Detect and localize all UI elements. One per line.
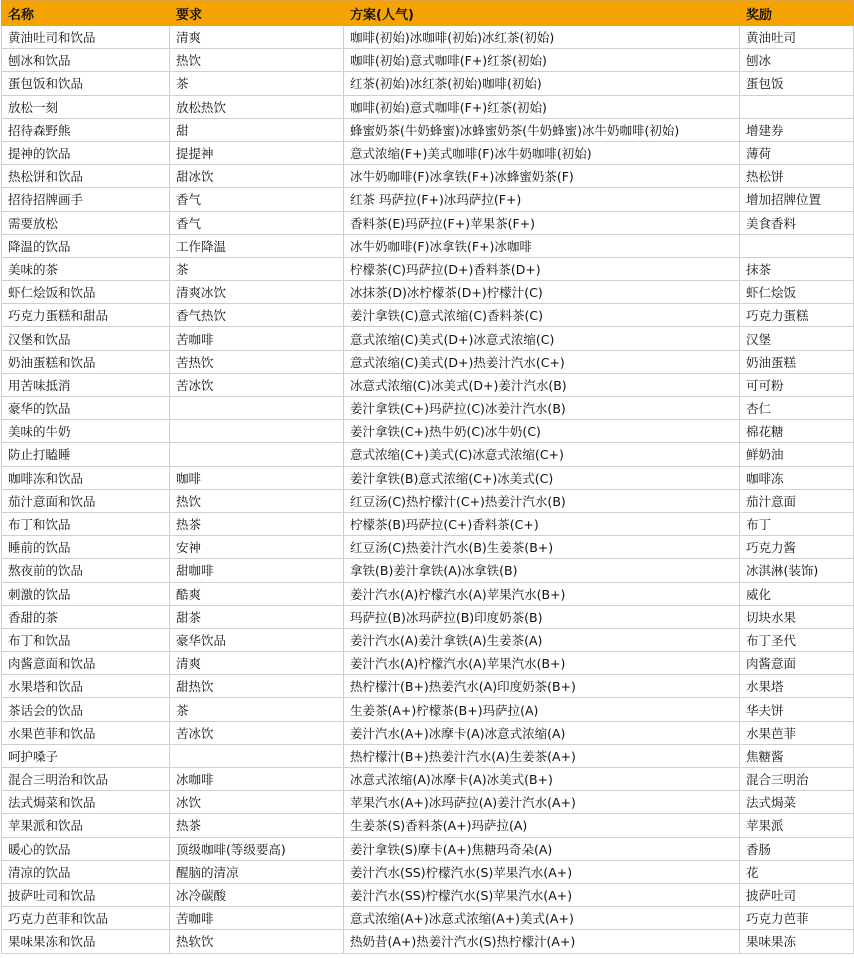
cell-name[interactable]: 清凉的饮品 — [2, 860, 170, 883]
cell-requirement[interactable]: 苦冰饮 — [170, 373, 344, 396]
cell-reward[interactable]: 冰淇淋(装饰) — [740, 559, 854, 582]
cell-name[interactable]: 热松饼和饮品 — [2, 165, 170, 188]
cell-recipe[interactable]: 生姜茶(S)香料茶(A+)玛萨拉(A) — [344, 814, 740, 837]
cell-recipe[interactable]: 姜汁汽水(A)姜汁拿铁(A)生姜茶(A) — [344, 628, 740, 651]
cell-reward[interactable]: 巧克力酱 — [740, 536, 854, 559]
cell-name[interactable]: 苹果派和饮品 — [2, 814, 170, 837]
cell-requirement[interactable]: 甜热饮 — [170, 675, 344, 698]
cell-requirement[interactable]: 酷爽 — [170, 582, 344, 605]
cell-reward[interactable] — [740, 234, 854, 257]
cell-name[interactable]: 招待森野熊 — [2, 118, 170, 141]
cell-reward[interactable]: 华夫饼 — [740, 698, 854, 721]
cell-recipe[interactable]: 咖啡(初始)冰咖啡(初始)冰红茶(初始) — [344, 26, 740, 49]
table-row — [2, 860, 854, 883]
table-row — [2, 791, 854, 814]
cell-recipe[interactable]: 意式浓缩(C+)美式(C)冰意式浓缩(C+) — [344, 443, 740, 466]
table-row — [2, 536, 854, 559]
table-row — [2, 304, 854, 327]
cell-requirement[interactable]: 热饮 — [170, 489, 344, 512]
cell-reward[interactable]: 杏仁 — [740, 397, 854, 420]
cell-requirement[interactable] — [170, 397, 344, 420]
cell-reward[interactable]: 香肠 — [740, 837, 854, 860]
header-name[interactable]: 名称 — [2, 1, 170, 26]
cell-name[interactable]: 招待招牌画手 — [2, 188, 170, 211]
table-row — [2, 768, 854, 791]
table-row — [2, 373, 854, 396]
cell-name[interactable]: 汉堡和饮品 — [2, 327, 170, 350]
cell-name[interactable]: 茄汁意面和饮品 — [2, 489, 170, 512]
cell-recipe[interactable]: 柠檬茶(B)玛萨拉(C+)香料茶(C+) — [344, 512, 740, 535]
table-row — [2, 489, 854, 512]
cell-requirement[interactable]: 苦咖啡 — [170, 907, 344, 930]
cell-name[interactable]: 水果芭菲和饮品 — [2, 721, 170, 744]
cell-requirement[interactable]: 甜茶 — [170, 605, 344, 628]
cell-name[interactable]: 茶话会的饮品 — [2, 698, 170, 721]
cell-reward[interactable]: 可可粉 — [740, 373, 854, 396]
cell-recipe[interactable]: 冰牛奶咖啡(F)冰拿铁(F+)冰蜂蜜奶茶(F) — [344, 165, 740, 188]
cell-recipe[interactable]: 香料茶(E)玛萨拉(F+)苹果茶(F+) — [344, 211, 740, 234]
cell-name[interactable]: 咖啡冻和饮品 — [2, 466, 170, 489]
cell-requirement[interactable]: 热茶 — [170, 814, 344, 837]
cell-recipe[interactable]: 意式浓缩(A+)冰意式浓缩(A+)美式(A+) — [344, 907, 740, 930]
cell-requirement[interactable]: 甜咖啡 — [170, 559, 344, 582]
cell-reward[interactable]: 汉堡 — [740, 327, 854, 350]
cell-requirement[interactable]: 苦热饮 — [170, 350, 344, 373]
table-row — [2, 605, 854, 628]
table-row — [2, 744, 854, 767]
cell-recipe[interactable]: 红茶(初始)冰红茶(初始)咖啡(初始) — [344, 72, 740, 95]
cell-name[interactable]: 果味果冻和饮品 — [2, 930, 170, 953]
cell-requirement[interactable]: 安神 — [170, 536, 344, 559]
cell-name[interactable]: 熬夜前的饮品 — [2, 559, 170, 582]
table-row — [2, 883, 854, 906]
cell-requirement[interactable]: 甜冰饮 — [170, 165, 344, 188]
cell-name[interactable]: 肉酱意面和饮品 — [2, 652, 170, 675]
cell-requirement[interactable]: 甜 — [170, 118, 344, 141]
cell-name[interactable]: 布丁和饮品 — [2, 512, 170, 535]
cell-recipe[interactable]: 意式浓缩(C)美式(D+)热姜汁汽水(C+) — [344, 350, 740, 373]
cell-reward[interactable]: 水果芭菲 — [740, 721, 854, 744]
table-row — [2, 95, 854, 118]
cell-reward[interactable]: 美食香料 — [740, 211, 854, 234]
cell-reward[interactable]: 奶油蛋糕 — [740, 350, 854, 373]
cell-reward[interactable]: 布丁圣代 — [740, 628, 854, 651]
cell-name[interactable]: 放松一刻 — [2, 95, 170, 118]
cell-name[interactable]: 用苦味抵消 — [2, 373, 170, 396]
cell-name[interactable]: 降温的饮品 — [2, 234, 170, 257]
cell-reward[interactable]: 巧克力芭菲 — [740, 907, 854, 930]
cell-reward[interactable]: 棉花糖 — [740, 420, 854, 443]
cell-reward[interactable]: 焦糖酱 — [740, 744, 854, 767]
cell-requirement[interactable]: 热饮 — [170, 49, 344, 72]
cell-recipe[interactable]: 姜汁拿铁(C+)热牛奶(C)冰牛奶(C) — [344, 420, 740, 443]
table-row — [2, 814, 854, 837]
cell-reward[interactable]: 法式焗菜 — [740, 791, 854, 814]
cell-recipe[interactable]: 冰抹茶(D)冰柠檬茶(D+)柠檬汁(C) — [344, 281, 740, 304]
cell-reward[interactable]: 混合三明治 — [740, 768, 854, 791]
cell-recipe[interactable]: 咖啡(初始)意式咖啡(F+)红茶(初始) — [344, 95, 740, 118]
table-row — [2, 675, 854, 698]
cell-requirement[interactable]: 茶 — [170, 72, 344, 95]
cell-reward[interactable]: 增加招牌位置 — [740, 188, 854, 211]
cell-name[interactable]: 混合三明治和饮品 — [2, 768, 170, 791]
header-requirement[interactable]: 要求 — [170, 1, 344, 26]
table-row — [2, 837, 854, 860]
table-row — [2, 420, 854, 443]
table-row — [2, 721, 854, 744]
table-row — [2, 118, 854, 141]
recipe-table — [1, 0, 854, 954]
cell-requirement[interactable]: 苦冰饮 — [170, 721, 344, 744]
cell-reward[interactable]: 布丁 — [740, 512, 854, 535]
cell-requirement[interactable]: 香气 — [170, 211, 344, 234]
cell-recipe[interactable]: 热奶昔(A+)热姜汁汽水(S)热柠檬汁(A+) — [344, 930, 740, 953]
table-row — [2, 141, 854, 164]
cell-requirement[interactable] — [170, 443, 344, 466]
cell-name[interactable]: 香甜的茶 — [2, 605, 170, 628]
table-row — [2, 350, 854, 373]
table-row — [2, 397, 854, 420]
cell-reward[interactable]: 水果塔 — [740, 675, 854, 698]
cell-name[interactable]: 蛋包饭和饮品 — [2, 72, 170, 95]
table-row — [2, 234, 854, 257]
table-row — [2, 257, 854, 280]
cell-recipe[interactable]: 热柠檬汁(B+)热姜汁汽水(A)生姜茶(A+) — [344, 744, 740, 767]
cell-requirement[interactable]: 提提神 — [170, 141, 344, 164]
cell-reward[interactable]: 威化 — [740, 582, 854, 605]
cell-reward[interactable] — [740, 95, 854, 118]
cell-name[interactable]: 巧克力芭菲和饮品 — [2, 907, 170, 930]
cell-requirement[interactable]: 热软饮 — [170, 930, 344, 953]
cell-requirement[interactable]: 清爽 — [170, 26, 344, 49]
cell-recipe[interactable]: 生姜茶(A+)柠檬茶(B+)玛萨拉(A) — [344, 698, 740, 721]
cell-recipe[interactable]: 冰意式浓缩(C)冰美式(D+)姜汁汽水(B) — [344, 373, 740, 396]
cell-reward[interactable]: 咖啡冻 — [740, 466, 854, 489]
cell-requirement[interactable]: 工作降温 — [170, 234, 344, 257]
cell-reward[interactable]: 刨冰 — [740, 49, 854, 72]
cell-recipe[interactable]: 红茶 玛萨拉(F+)冰玛萨拉(F+) — [344, 188, 740, 211]
cell-requirement[interactable]: 冰冷碳酸 — [170, 883, 344, 906]
cell-recipe[interactable]: 姜汁拿铁(S)摩卡(A+)焦糖玛奇朵(A) — [344, 837, 740, 860]
cell-recipe[interactable]: 冰牛奶咖啡(F)冰拿铁(F+)冰咖啡 — [344, 234, 740, 257]
cell-recipe[interactable]: 蜂蜜奶茶(牛奶蜂蜜)冰蜂蜜奶茶(牛奶蜂蜜)冰牛奶咖啡(初始) — [344, 118, 740, 141]
cell-name[interactable]: 黄油吐司和饮品 — [2, 26, 170, 49]
table-row — [2, 327, 854, 350]
cell-requirement[interactable] — [170, 744, 344, 767]
cell-name[interactable]: 美味的茶 — [2, 257, 170, 280]
header-reward[interactable]: 奖励 — [740, 1, 854, 26]
cell-requirement[interactable]: 放松热饮 — [170, 95, 344, 118]
cell-recipe[interactable]: 苹果汽水(A+)冰玛萨拉(A)姜汁汽水(A+) — [344, 791, 740, 814]
table-row — [2, 211, 854, 234]
cell-name[interactable]: 披萨吐司和饮品 — [2, 883, 170, 906]
cell-reward[interactable]: 薄荷 — [740, 141, 854, 164]
cell-reward[interactable]: 虾仁烩饭 — [740, 281, 854, 304]
cell-recipe[interactable]: 姜汁汽水(A+)冰摩卡(A)冰意式浓缩(A) — [344, 721, 740, 744]
cell-recipe[interactable]: 姜汁汽水(A)柠檬汽水(A)苹果汽水(B+) — [344, 652, 740, 675]
cell-name[interactable]: 呵护嗓子 — [2, 744, 170, 767]
cell-requirement[interactable]: 清爽冰饮 — [170, 281, 344, 304]
cell-reward[interactable]: 鲜奶油 — [740, 443, 854, 466]
table-row — [2, 512, 854, 535]
cell-recipe[interactable]: 柠檬茶(C)玛萨拉(D+)香料茶(D+) — [344, 257, 740, 280]
table-row — [2, 26, 854, 49]
cell-requirement[interactable]: 冰咖啡 — [170, 768, 344, 791]
cell-requirement[interactable]: 清爽 — [170, 652, 344, 675]
cell-reward[interactable]: 抹茶 — [740, 257, 854, 280]
cell-requirement[interactable]: 豪华饮品 — [170, 628, 344, 651]
cell-recipe[interactable]: 玛萨拉(B)冰玛萨拉(B)印度奶茶(B) — [344, 605, 740, 628]
cell-recipe[interactable]: 咖啡(初始)意式咖啡(F+)红茶(初始) — [344, 49, 740, 72]
cell-requirement[interactable]: 顶级咖啡(等级要高) — [170, 837, 344, 860]
cell-name[interactable]: 刺激的饮品 — [2, 582, 170, 605]
table-row — [2, 652, 854, 675]
cell-reward[interactable]: 花 — [740, 860, 854, 883]
cell-recipe[interactable]: 红豆汤(C)热柠檬汁(C+)热姜汁汽水(B) — [344, 489, 740, 512]
table-row — [2, 582, 854, 605]
cell-requirement[interactable]: 香气 — [170, 188, 344, 211]
cell-name[interactable]: 布丁和饮品 — [2, 628, 170, 651]
table-row — [2, 466, 854, 489]
cell-reward[interactable]: 披萨吐司 — [740, 883, 854, 906]
cell-recipe[interactable]: 意式浓缩(C)美式(D+)冰意式浓缩(C) — [344, 327, 740, 350]
cell-recipe[interactable]: 冰意式浓缩(A)冰摩卡(A)冰美式(B+) — [344, 768, 740, 791]
cell-requirement[interactable]: 茶 — [170, 698, 344, 721]
cell-reward[interactable]: 苹果派 — [740, 814, 854, 837]
table-row — [2, 188, 854, 211]
cell-reward[interactable]: 增建券 — [740, 118, 854, 141]
cell-requirement[interactable]: 香气热饮 — [170, 304, 344, 327]
cell-reward[interactable]: 肉酱意面 — [740, 652, 854, 675]
header-row — [2, 1, 854, 26]
cell-recipe[interactable]: 姜汁汽水(A)柠檬汽水(A)苹果汽水(B+) — [344, 582, 740, 605]
cell-name[interactable]: 虾仁烩饭和饮品 — [2, 281, 170, 304]
cell-recipe[interactable]: 拿铁(B)姜汁拿铁(A)冰拿铁(B) — [344, 559, 740, 582]
cell-requirement[interactable]: 咖啡 — [170, 466, 344, 489]
cell-requirement[interactable]: 醒脑的清凉 — [170, 860, 344, 883]
cell-name[interactable]: 提神的饮品 — [2, 141, 170, 164]
table-row — [2, 49, 854, 72]
table-row — [2, 628, 854, 651]
table-row — [2, 698, 854, 721]
header-recipe-popularity[interactable]: 方案(人气) — [344, 1, 740, 26]
cell-name[interactable]: 奶油蛋糕和饮品 — [2, 350, 170, 373]
cell-recipe[interactable]: 姜汁拿铁(B)意式浓缩(C+)冰美式(C) — [344, 466, 740, 489]
cell-name[interactable]: 法式焗菜和饮品 — [2, 791, 170, 814]
cell-requirement[interactable]: 苦咖啡 — [170, 327, 344, 350]
cell-requirement[interactable]: 冰饮 — [170, 791, 344, 814]
cell-name[interactable]: 豪华的饮品 — [2, 397, 170, 420]
table-row — [2, 559, 854, 582]
table-row — [2, 165, 854, 188]
cell-name[interactable]: 睡前的饮品 — [2, 536, 170, 559]
cell-reward[interactable]: 果味果冻 — [740, 930, 854, 953]
cell-reward[interactable]: 巧克力蛋糕 — [740, 304, 854, 327]
cell-recipe[interactable]: 红豆汤(C)热姜汁汽水(B)生姜茶(B+) — [344, 536, 740, 559]
cell-recipe[interactable]: 意式浓缩(F+)美式咖啡(F)冰牛奶咖啡(初始) — [344, 141, 740, 164]
cell-recipe[interactable]: 姜汁拿铁(C)意式浓缩(C)香料茶(C) — [344, 304, 740, 327]
cell-name[interactable]: 美味的牛奶 — [2, 420, 170, 443]
table-row — [2, 930, 854, 953]
table-body — [2, 26, 854, 954]
cell-name[interactable]: 暖心的饮品 — [2, 837, 170, 860]
cell-recipe[interactable]: 姜汁拿铁(C+)玛萨拉(C)冰姜汁汽水(B) — [344, 397, 740, 420]
cell-reward[interactable]: 蛋包饭 — [740, 72, 854, 95]
cell-requirement[interactable] — [170, 420, 344, 443]
cell-recipe[interactable]: 姜汁汽水(SS)柠檬汽水(S)苹果汽水(A+) — [344, 883, 740, 906]
table-row — [2, 443, 854, 466]
cell-reward[interactable]: 茄汁意面 — [740, 489, 854, 512]
table-row — [2, 907, 854, 930]
cell-reward[interactable]: 切块水果 — [740, 605, 854, 628]
cell-name[interactable]: 刨冰和饮品 — [2, 49, 170, 72]
cell-recipe[interactable]: 热柠檬汁(B+)热姜汽水(A)印度奶茶(B+) — [344, 675, 740, 698]
cell-requirement[interactable]: 热茶 — [170, 512, 344, 535]
table-row — [2, 281, 854, 304]
cell-recipe[interactable]: 姜汁汽水(SS)柠檬汽水(S)苹果汽水(A+) — [344, 860, 740, 883]
cell-name[interactable]: 水果塔和饮品 — [2, 675, 170, 698]
cell-reward[interactable]: 黄油吐司 — [740, 26, 854, 49]
cell-reward[interactable]: 热松饼 — [740, 165, 854, 188]
cell-requirement[interactable]: 茶 — [170, 257, 344, 280]
cell-name[interactable]: 需要放松 — [2, 211, 170, 234]
cell-name[interactable]: 防止打瞌睡 — [2, 443, 170, 466]
table-row — [2, 72, 854, 95]
cell-name[interactable]: 巧克力蛋糕和甜品 — [2, 304, 170, 327]
